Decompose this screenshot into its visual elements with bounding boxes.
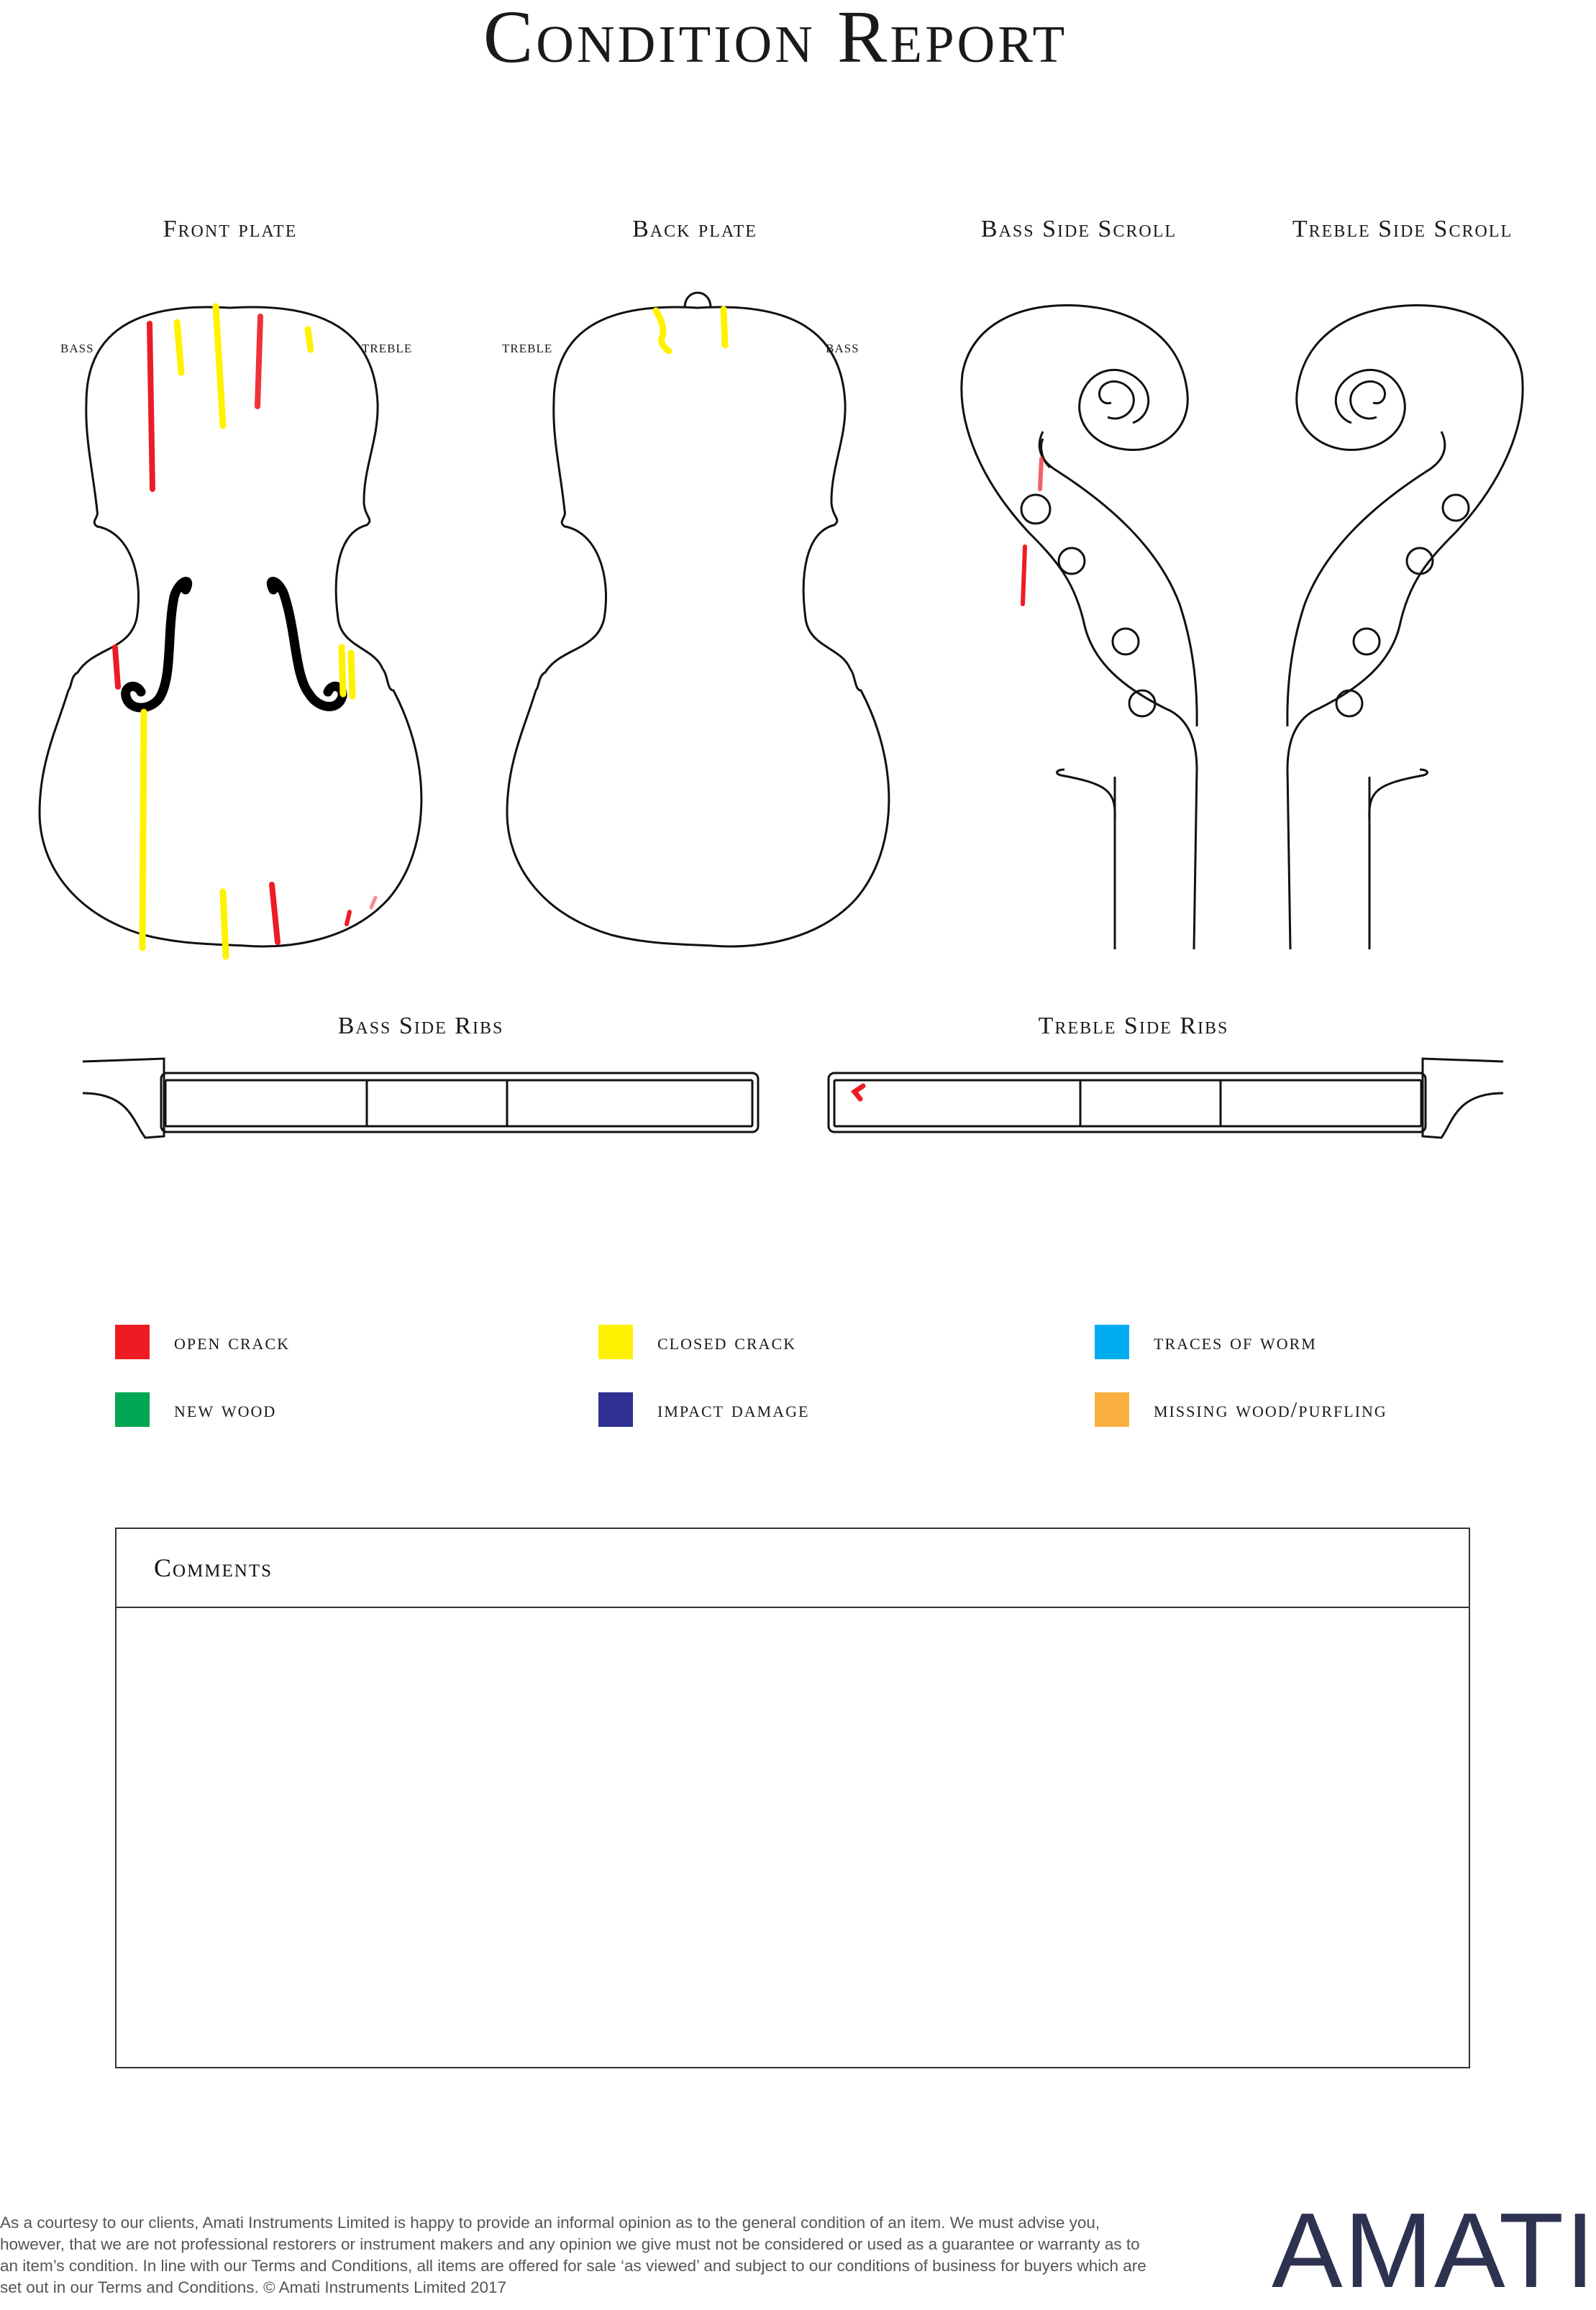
treble-ribs-open-crack (854, 1086, 863, 1099)
legend-swatch-closed-crack (598, 1325, 633, 1359)
legend-label: impact damage (657, 1397, 810, 1422)
legend-closed-crack (598, 1325, 796, 1359)
treble-ribs-drawing (829, 1059, 1503, 1138)
bass-scroll-open-crack (1023, 459, 1041, 604)
bass-scroll-drawing (962, 305, 1197, 949)
disclaimer-text: As a courtesy to our clients, Amati Instruments Limited is happy to provide an informal opinion as to the general condition of an item. We must advise you, however, that we are not professional restorers or instrument makers and any opinion we give must not be considered or used as a guarantee or warranty as to an item’s condition. In line with our Terms and Conditions, all items are offered for sale ‘as viewed’ and subject to our conditions of business for buyers which are set out in our Terms and Conditions. © Amati Instruments Limited 2017 (0, 2214, 1146, 2296)
legend-traces-of-worm (1095, 1325, 1317, 1359)
back-bass-label: bass (826, 338, 859, 357)
comments-body[interactable] (117, 1608, 1469, 2065)
f-hole-right (271, 582, 342, 707)
treble-side-scroll-caption: Treble Side Scroll (1292, 216, 1513, 242)
legend-label: missing wood/purfling (1154, 1397, 1387, 1422)
bass-side-ribs-caption: Bass Side Ribs (337, 1013, 504, 1039)
back-plate-drawing (507, 293, 889, 946)
f-hole-left (126, 582, 188, 708)
treble-scroll-drawing (1287, 305, 1523, 949)
legend-swatch-new-wood (115, 1392, 150, 1427)
front-treble-label: treble (362, 338, 413, 357)
legend-label: new wood (174, 1397, 277, 1422)
front-plate-drawing (40, 306, 421, 957)
comments-heading: Comments (117, 1529, 1469, 1608)
page-title: Condition Report (483, 0, 1068, 78)
back-plate-caption: Back plate (632, 216, 757, 242)
legend-label: closed crack (657, 1329, 797, 1354)
treble-side-ribs-caption: Treble Side Ribs (1038, 1013, 1229, 1039)
legend-swatch-missing-wood (1095, 1392, 1129, 1427)
back-button (685, 293, 711, 308)
amati-logo: AMATI (1272, 2191, 1596, 2310)
front-open-cracks (115, 316, 375, 942)
bass-ribs-drawing (83, 1059, 758, 1138)
front-plate-caption: Front plate (163, 216, 298, 242)
legend-swatch-open-crack (115, 1325, 150, 1359)
legend-swatch-traces-of-worm (1095, 1325, 1129, 1359)
front-bass-label: bass (60, 338, 94, 357)
legend-impact-damage (598, 1392, 809, 1427)
legend-open-crack (115, 1325, 290, 1359)
comments-box (115, 1528, 1470, 2068)
legend-missing-wood (1095, 1392, 1387, 1427)
legend-swatch-impact-damage (598, 1392, 633, 1427)
bass-side-scroll-caption: Bass Side Scroll (980, 216, 1177, 242)
back-closed-cracks (656, 309, 725, 351)
legend-new-wood (115, 1392, 276, 1427)
legend-label: open crack (174, 1329, 290, 1354)
back-treble-label: treble (502, 338, 553, 357)
legend-label: traces of worm (1154, 1329, 1317, 1354)
